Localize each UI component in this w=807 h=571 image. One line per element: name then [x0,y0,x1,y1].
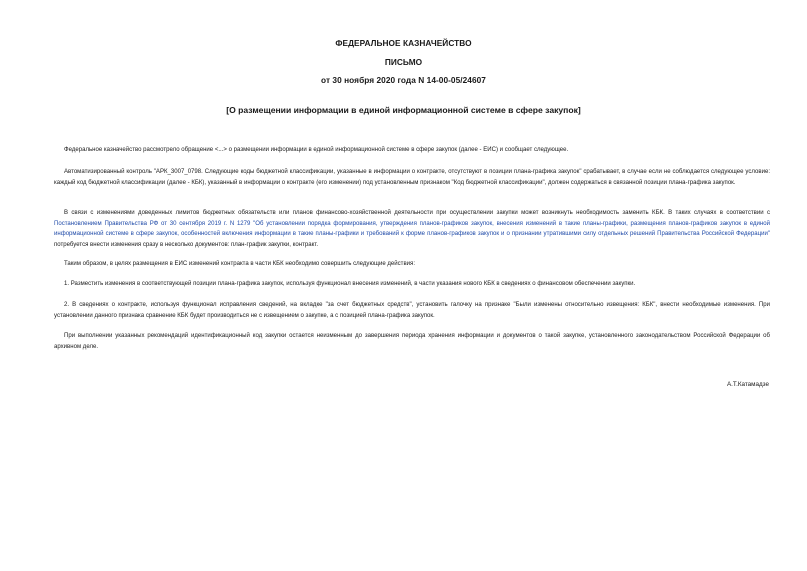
paragraph-intro [54,145,770,156]
paragraph-kbk-change [54,208,770,250]
agency-name: ФЕДЕРАЛЬНОЕ КАЗНАЧЕЙСТВО [335,38,472,48]
paragraph-control [54,167,770,188]
paragraph-step-2-text: 2. В сведениях о контракте, используя функционал исправления сведений, на вкладке "за счет бюджетных средств", установить галочку на признаке "Были изменены относительно извещения: КБК", внести необходимые изменения. При установлении данного признака сравнение КБК будет производиться не с извещением о закупке, а с позицией плана-графика закупок. [54,302,770,319]
document-date-number: от 30 ноября 2020 года N 14-00-05/24607 [321,75,486,85]
paragraph-step-1-text: 1. Разместить изменения в соответствующей позиции плана-графика закупок, используя функционал внесения изменений, в части указания нового КБК в сведениях о финансовом обеспечении закупки. [64,281,636,287]
paragraph-kbk-change-text: В связи с изменениями доведенных лимитов бюджетных обязательств или планов финансово-хозяйственной деятельности при осуществлении закупки может возникнуть необходимость заменить КБК. В таких случаях в соответствии с [64,210,770,216]
document-title: [О размещении информации в единой информационной системе в сфере закупок] [226,105,581,115]
paragraph-control-text: Автоматизированный контроль "АРК_3007_0798. Следующие коды бюджетной классификации, указанные в информации о контракте, отсутствуют в позиции плана-графика закупок" срабатывает, в случае если не соблюдается следующее условие: каждый код бюджетной классификации (далее - КБК), указанный в информации о контракте (его изменении) под установленным признаком "Код бюджетной классификации", должен содержаться в связанной позиции плана-графика закупок. [54,169,770,186]
paragraph-step-1 [54,279,770,290]
paragraph-actions-intro-text: Таким образом, в целях размещения в ЕИС изменений контракта в части КБК необходимо совершить следующие действия: [64,261,415,267]
paragraph-conclusion [54,331,770,352]
paragraph-actions-intro [54,259,770,270]
paragraph-kbk-change-tail: потребуется внести изменения сразу в несколько документов: план-график закупки, контракт. [54,241,319,248]
paragraph-conclusion-text: При выполнении указанных рекомендаций идентификационный код закупки остается неизменным до завершения периода хранения информации и документов о такой закупке, установленного законодательством Российской Федерации об архивном деле. [54,333,770,350]
paragraph-step-2 [54,300,770,321]
paragraph-intro-text: Федеральное казначейство рассмотрело обращение <...> о размещении информации в единой информационной системе в сфере закупок (далее - ЕИС) и сообщает следующее. [64,147,569,153]
resolution-1279-link[interactable]: Постановлением Правительства РФ от 30 сентября 2019 г. N 1279 "Об установлении порядка формирования, утверждения планов-графиков закупок, внесения изменений в такие планы-графики, размещения планов-графиков закупок в единой информационной системе в сфере закупок, особенностей включения информации в такие планы-графики и требований к форме планов-графиков закупок и о признании утратившими силу отдельных решений Правительства Российской Федерации" [54,220,770,237]
document-type: ПИСЬМО [384,57,423,67]
signature: А.Т.Катамадзе [726,381,769,388]
